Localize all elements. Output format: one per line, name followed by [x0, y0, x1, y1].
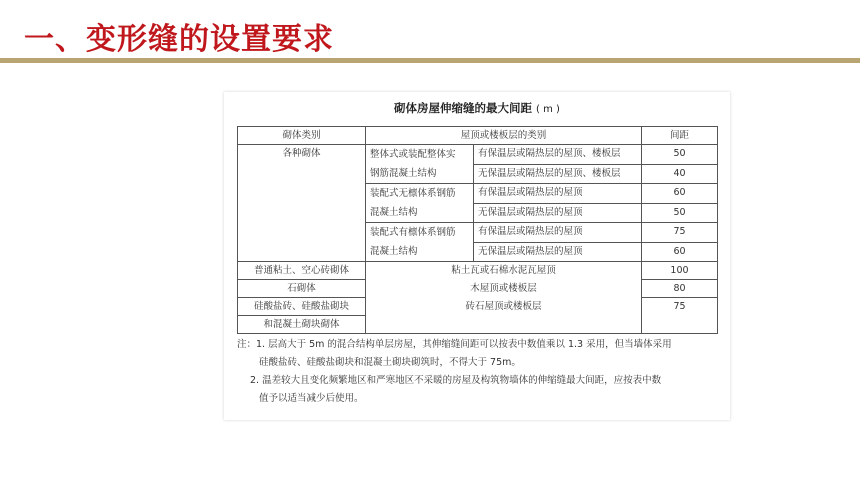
roof-cell: 无保温层或隔热层的屋顶 — [474, 203, 642, 223]
masonry-cell-all: 各种砌体 — [238, 145, 366, 262]
spacing-cell: 50 — [642, 203, 718, 223]
table-notes — [237, 336, 672, 408]
table-image-card — [224, 92, 730, 420]
note-1-line-1: 注：1. 层高大于 5m 的混合结构单层房屋，其伸缩缝间距可以按表中数值乘以 1.3 采用，但当墙体采用 — [237, 339, 672, 350]
roof-cell: 木屋顶或楼板层 — [366, 280, 642, 298]
table-title-text: 砌体房屋伸缩缝的最大间距 — [394, 101, 533, 115]
structure-cell — [366, 145, 474, 184]
structure-line: 钢筋混凝土结构 — [370, 168, 437, 179]
roof-cell: 有保温层或隔热层的屋顶、楼板层 — [474, 145, 642, 165]
table-row — [238, 262, 718, 280]
spacing-cell: 60 — [642, 184, 718, 204]
header-masonry: 砌体类别 — [238, 127, 366, 145]
roof-cell: 砖石屋顶或楼板层 — [366, 298, 642, 334]
roof-cell: 有保温层或隔热层的屋顶 — [474, 223, 642, 243]
spacing-cell: 60 — [642, 242, 718, 262]
structure-line: 装配式无檩体系钢筋 — [370, 188, 456, 199]
table-title — [224, 100, 730, 116]
roof-cell: 有保温层或隔热层的屋顶 — [474, 184, 642, 204]
spacing-cell: 40 — [642, 164, 718, 184]
table-row — [238, 145, 718, 165]
spacing-cell: 50 — [642, 145, 718, 165]
spacing-cell: 100 — [642, 262, 718, 280]
header-spacing: 间距 — [642, 127, 718, 145]
structure-line: 整体式或装配整体实 — [370, 149, 456, 160]
table-row — [238, 298, 718, 316]
note-1-line-2: 硅酸盐砖、硅酸盐砌块和混凝土砌块砌筑时，不得大于 75m。 — [259, 357, 521, 368]
structure-line: 装配式有檩体系钢筋 — [370, 227, 456, 238]
note-2-line-2: 值予以适当减少后使用。 — [259, 393, 364, 404]
structure-cell — [366, 223, 474, 262]
masonry-cell: 和混凝土砌块砌体 — [238, 316, 366, 334]
masonry-cell: 硅酸盐砖、硅酸盐砌块 — [238, 298, 366, 316]
table-row — [238, 280, 718, 298]
roof-cell: 无保温层或隔热层的屋顶、楼板层 — [474, 164, 642, 184]
expansion-joint-table — [237, 126, 718, 334]
masonry-cell: 普通粘土、空心砖砌体 — [238, 262, 366, 280]
table-unit: ( m ) — [536, 104, 560, 115]
structure-line: 混凝土结构 — [370, 207, 418, 218]
structure-line: 混凝土结构 — [370, 246, 418, 257]
roof-cell: 粘土瓦或石棉水泥瓦屋顶 — [366, 262, 642, 280]
title-divider — [0, 58, 860, 63]
masonry-cell: 石砌体 — [238, 280, 366, 298]
header-roof: 屋顶或楼板层的类别 — [366, 127, 642, 145]
table-header-row — [238, 127, 718, 145]
spacing-cell: 75 — [642, 223, 718, 243]
note-2-line-1: 2. 温差较大且变化频繁地区和严寒地区不采暖的房屋及构筑物墙体的伸缩缝最大间距，应按表中数 — [250, 375, 662, 386]
slide-title: 一、变形缝的设置要求 — [24, 22, 334, 57]
structure-cell — [366, 184, 474, 223]
spacing-cell: 80 — [642, 280, 718, 298]
spacing-cell: 75 — [642, 298, 718, 334]
roof-cell: 无保温层或隔热层的屋顶 — [474, 242, 642, 262]
